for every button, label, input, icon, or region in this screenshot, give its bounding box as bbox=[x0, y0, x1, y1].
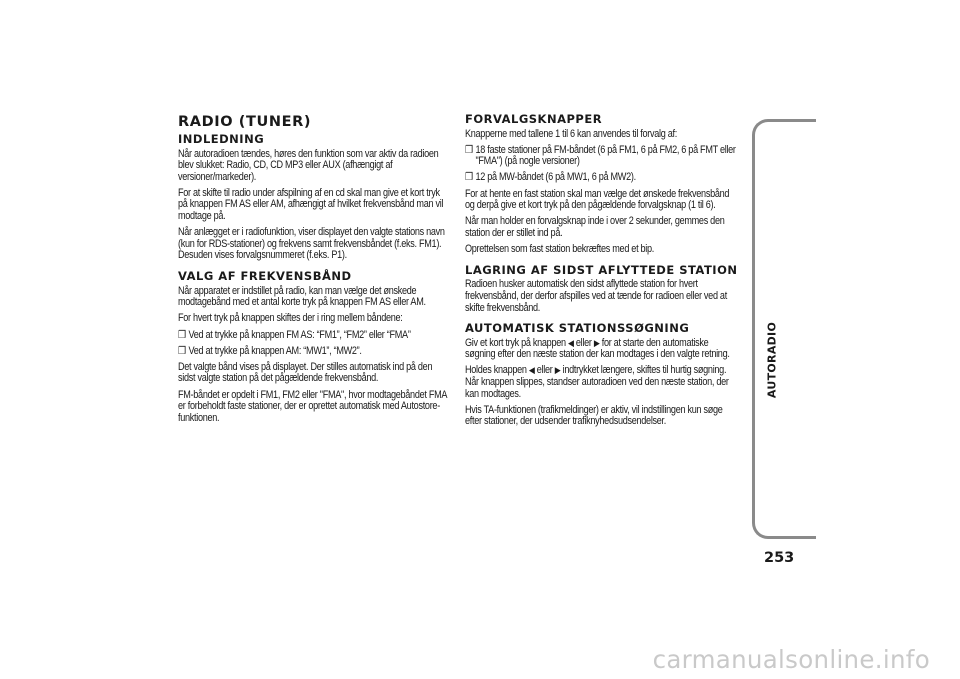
chapter-label-text: AUTORADIO bbox=[765, 321, 779, 399]
bullet-text: Ved at trykke på knappen AM: “MW1”, “MW2”. bbox=[188, 344, 362, 357]
paragraph bbox=[465, 365, 739, 400]
paragraph: For at skifte til radio under afspilning af en cd skal man give et kort tryk på knappen FM AS eller AM, afhængigt af hvilket frekvensbånd man vil modtage på. bbox=[178, 186, 444, 223]
checkbox-bullet-icon: ❒ bbox=[178, 328, 186, 341]
text-fragment: eller bbox=[536, 364, 553, 377]
paragraph: Når man holder en forvalgsknap inde i over 2 sekunder, gemmes den station der er stillet ind på. bbox=[465, 215, 725, 240]
text-fragment: eller bbox=[575, 336, 592, 349]
text-fragment: Holdes knappen bbox=[465, 364, 527, 377]
right-arrow-icon: ▶ bbox=[593, 337, 600, 348]
left-arrow-icon: ◀ bbox=[567, 337, 574, 348]
bullet-item bbox=[178, 346, 449, 358]
paragraph: Hvis TA-funktionen (trafikmeldinger) er aktiv, vil indstillingen kun søge efter stationer, der udsender trafiknyhedsudsendelser. bbox=[465, 403, 723, 428]
bullet-text: Ved at trykke på knappen FM AS: “FM1”, “FM2” eller “FMA” bbox=[188, 328, 411, 341]
text-fragment: indtrykket længere, skiftes til hurtig søgning. Når knappen slippes, standser autoradioen ved den næste station, der kan modtages. bbox=[465, 364, 729, 400]
paragraph: Det valgte bånd vises på displayet. Der stilles automatisk ind på den sidst valgte station på det pågældende frekvensbånd. bbox=[178, 360, 433, 385]
paragraph: Når autoradioen tændes, høres den funktion som var aktiv da radioen blev slukket: Radio, CD, CD MP3 eller AUX (afhængigt af versioner/markeder). bbox=[178, 147, 439, 183]
chapter-label bbox=[765, 321, 779, 399]
paragraph: Oprettelsen som fast station bekræftes med et bip. bbox=[465, 243, 655, 256]
section-heading-lagring: LAGRING AF SIDST AFLYTTEDE STATION bbox=[465, 262, 738, 277]
bullet-text: 18 faste stationer på FM-båndet (6 på FM1, 6 på FM2, 6 på FMT eller "FMA") (på nogle versioner) bbox=[475, 143, 736, 168]
paragraph: Radioen husker automatisk den sidst aflyttede station for hvert frekvensbånd, der derfor afspilles ved at tænde for radioen eller ved at skifte frekvensbånd. bbox=[465, 278, 727, 314]
paragraph: Knapperne med tallene 1 til 6 kan anvendes til forvalg af: bbox=[465, 127, 677, 140]
paragraph: For hvert tryk på knappen skiftes der i ring mellem båndene: bbox=[178, 312, 403, 325]
checkbox-bullet-icon: ❒ bbox=[465, 143, 473, 156]
paragraph: Når apparatet er indstillet på radio, kan man vælge det ønskede modtagebånd med et antal korte tryk på knappen FM AS eller AM. bbox=[178, 284, 426, 309]
watermark: carmanualsonline.info bbox=[652, 645, 930, 674]
section-heading-forvalgsknapper: FORVALGSKNAPPER bbox=[465, 112, 603, 126]
paragraph: For at hente en fast station skal man vælge det ønskede frekvensbånd og derpå give et kort tryk på den pågældende forvalgsknap (1 til 6). bbox=[465, 187, 730, 212]
bullet-item bbox=[178, 330, 449, 342]
paragraph: FM-båndet er opdelt i FM1, FM2 eller "FMA", hvor modtagebåndet FMA er forbeholdt faste stationer, der er oprettet automatisk med Autostore-funktionen. bbox=[178, 388, 447, 424]
text-fragment: Giv et kort tryk på knappen bbox=[465, 336, 566, 349]
checkbox-bullet-icon: ❒ bbox=[465, 171, 473, 184]
bullet-item bbox=[465, 172, 739, 184]
section-heading-indledning: INDLEDNING bbox=[178, 132, 265, 146]
paragraph: Når anlægget er i radiofunktion, viser displayet den valgte stations navn (kun for RDS-stationer) og frekvens samt frekvensbåndet (f.eks. FM1). Desuden vises forvalgsnummeret (f.eks. P1). bbox=[178, 226, 445, 262]
right-column bbox=[465, 113, 740, 433]
left-arrow-icon: ◀ bbox=[528, 365, 535, 376]
page-number: 253 bbox=[764, 550, 795, 566]
paragraph bbox=[465, 338, 739, 361]
bullet-text: 12 på MW-båndet (6 på MW1, 6 på MW2). bbox=[475, 171, 636, 184]
bullet-item bbox=[465, 145, 739, 168]
section-heading-automatisk-stationssoegning: AUTOMATISK STATIONSSØGNING bbox=[465, 321, 690, 336]
checkbox-bullet-icon: ❒ bbox=[178, 344, 186, 357]
section-heading-valg-af-frekvensbaand: VALG AF FREKVENSBÅND bbox=[178, 269, 352, 284]
text-fragment: for at starte den automatiske søgning efter den næste station der kan modtages i den valgte retning. bbox=[465, 336, 730, 361]
right-arrow-icon: ▶ bbox=[554, 365, 561, 376]
chapter-tab-frame bbox=[752, 119, 816, 539]
left-column bbox=[178, 113, 450, 429]
page-title: RADIO (TUNER) bbox=[178, 114, 312, 130]
